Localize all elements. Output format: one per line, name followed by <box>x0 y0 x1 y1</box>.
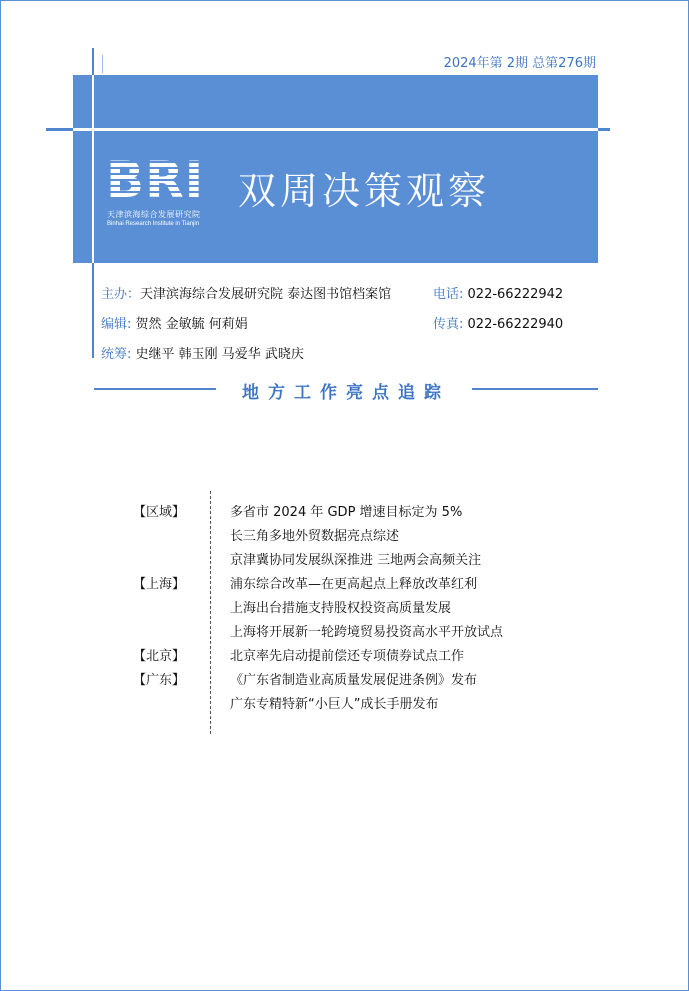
sponsor-label: 主办： <box>101 287 141 302</box>
banner-vertical-line <box>92 75 94 263</box>
toc-item[interactable]: 京津冀协同发展纵深推进 三地两会高频关注 <box>230 553 482 568</box>
toc-region-label: 【北京】 <box>132 649 185 664</box>
phone-label: 电话: <box>433 287 464 302</box>
coordinator-value: 史继平 韩玉刚 马爱华 武晓庆 <box>135 347 304 362</box>
fax-value: 022-66222940 <box>467 317 564 332</box>
publication-title: 双周决策观察 <box>238 169 491 213</box>
section-heading <box>94 378 598 403</box>
section-title: 地方工作亮点追踪 <box>242 383 450 403</box>
fax-label: 传真: <box>433 317 464 332</box>
banner-divider-right <box>598 128 610 131</box>
bri-logo: BRI <box>106 151 205 209</box>
sponsor-value: 天津滨海综合发展研究院 泰达图书馆档案馆 <box>140 287 392 302</box>
toc-item[interactable]: 上海出台措施支持股权投资高质量发展 <box>230 601 452 616</box>
left-thin-vertical-line <box>102 55 103 73</box>
banner-divider-left <box>46 128 73 131</box>
toc-item[interactable]: 上海将开展新一轮跨境贸易投资高水平开放试点 <box>230 625 504 640</box>
toc-region-label: 【上海】 <box>132 577 185 592</box>
toc-region-label: 【广东】 <box>132 673 185 688</box>
toc-region-label: 【区域】 <box>132 505 185 520</box>
fax-row <box>433 313 563 332</box>
coordinator-row <box>101 343 304 362</box>
issue-number: 2024年第 2期 总第276期 <box>443 56 596 71</box>
toc-item[interactable]: 长三角多地外贸数据亮点综述 <box>230 529 400 544</box>
toc-divider <box>210 491 211 734</box>
phone-value: 022-66222942 <box>467 287 564 302</box>
coordinator-label: 统筹: <box>101 347 132 362</box>
toc-item[interactable]: 《广东省制造业高质量发展促进条例》发布 <box>230 673 478 688</box>
toc-item[interactable]: 多省市 2024 年 GDP 增速目标定为 5% <box>230 505 463 520</box>
toc-item[interactable]: 广东专精特新“小巨人”成长手册发布 <box>230 697 439 712</box>
banner-divider <box>73 128 598 131</box>
sponsor-row <box>101 283 391 302</box>
editors-label: 编辑: <box>101 317 132 332</box>
toc-item[interactable]: 北京率先启动提前偿还专项债券试点工作 <box>230 649 465 664</box>
toc-item[interactable]: 浦东综合改革—在更高起点上释放改革红利 <box>230 577 478 592</box>
logo-chinese-name: 天津滨海综合发展研究院 <box>107 210 201 219</box>
editors-value: 贺然 金敏毓 何莉娟 <box>135 317 248 332</box>
phone-row <box>433 283 563 302</box>
logo-english-name: Binhai Research Institute in Tianjin <box>107 221 200 227</box>
editors-row <box>101 313 248 332</box>
